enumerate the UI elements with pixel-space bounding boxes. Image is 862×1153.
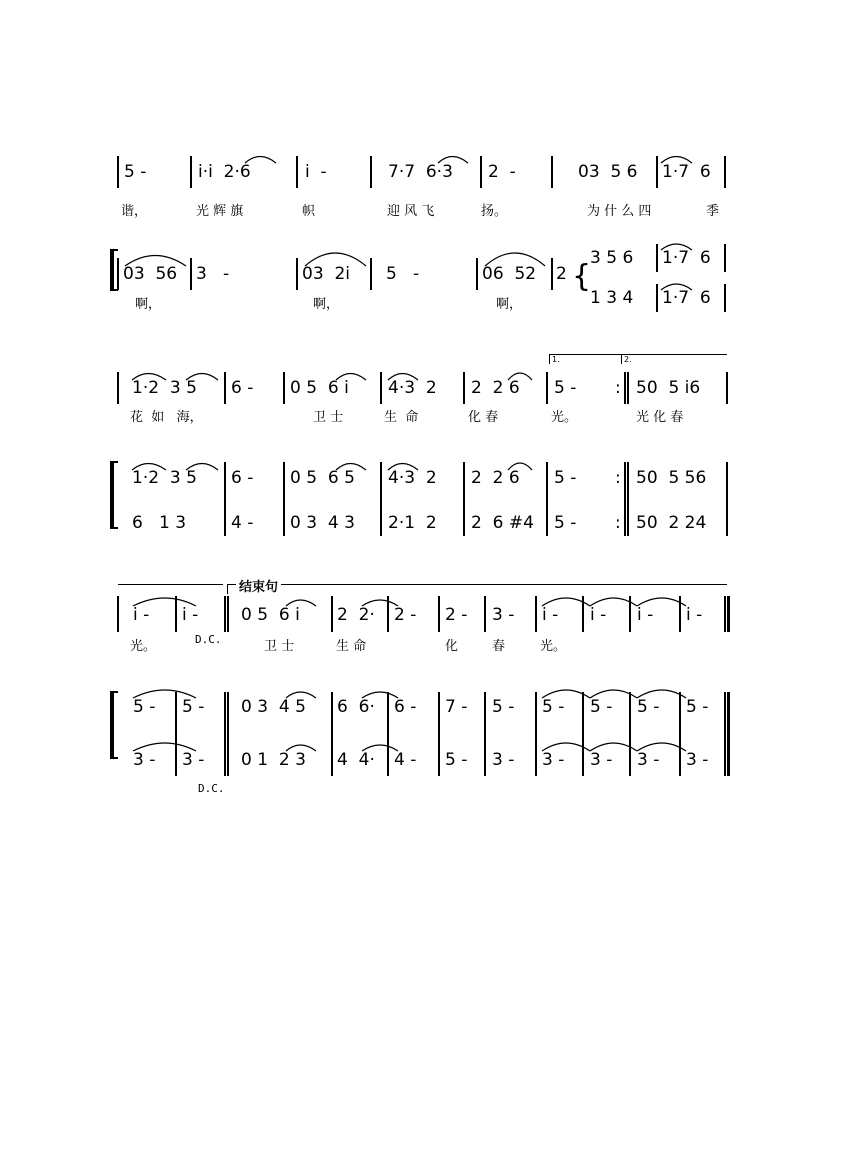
note-group: 5 - [182, 697, 205, 717]
barline [117, 156, 119, 188]
barline [296, 156, 298, 188]
bracket-hook [110, 527, 118, 529]
lyric: 春 [492, 639, 506, 654]
note-group: 2 2· [337, 605, 375, 625]
note-group: 0 5 6 5 [290, 468, 355, 488]
barline [224, 692, 226, 776]
lyric: 光 辉 旗 [196, 204, 244, 219]
lyric: 帜 [302, 204, 316, 219]
staff-bracket [110, 250, 114, 290]
note-group: 3 - [590, 750, 613, 770]
note-group: 0 3 4 5 [241, 697, 306, 717]
lyric: 啊， [496, 297, 523, 312]
lyric: 光。 [130, 639, 157, 654]
barline [724, 156, 726, 188]
bracket-hook [110, 757, 118, 759]
lyric: 化 春 [468, 410, 499, 425]
barline [679, 692, 681, 776]
barline [551, 258, 553, 290]
note-group: 3 - [686, 750, 709, 770]
barline [484, 596, 486, 632]
barline [331, 692, 333, 776]
barline [227, 596, 229, 632]
barline [190, 156, 192, 188]
barline [283, 462, 285, 536]
staff-bracket [110, 692, 114, 758]
barline [190, 258, 192, 290]
barline [224, 462, 226, 536]
barline [627, 372, 629, 404]
bracket-hook [110, 691, 118, 693]
note-group: 1·7 6 [662, 288, 711, 308]
note-group: 3 - [182, 750, 205, 770]
barline [656, 284, 658, 312]
volta-tick [549, 354, 550, 364]
note-group: i - [590, 605, 607, 625]
lyric: 扬。 [481, 204, 508, 219]
lyric: 谐， [121, 204, 148, 219]
volta-tick [621, 354, 622, 364]
barline [175, 692, 177, 776]
barline [582, 596, 584, 632]
barline [438, 596, 440, 632]
note-group: 1·2 3 5 [132, 378, 197, 398]
note-group: i - [686, 605, 703, 625]
barline [480, 156, 482, 188]
note-group: 0 3 4 3 [290, 513, 355, 533]
note-group: 2 [556, 264, 567, 284]
note-group: 5 - [590, 697, 613, 717]
note-group: 3 - [133, 750, 156, 770]
note-group: 6 - [394, 697, 417, 717]
dc-mark: D.C. [198, 782, 225, 795]
lyric: 季 [706, 204, 720, 219]
note-group: 1 3 4 [590, 288, 634, 308]
note-group: 5 - [133, 697, 156, 717]
bracket-hook [110, 461, 118, 463]
dc-mark: D.C. [195, 633, 222, 646]
barline [331, 596, 333, 632]
note-group: 4 - [394, 750, 417, 770]
note-group: i - [133, 605, 150, 625]
note-group: 5 - [637, 697, 660, 717]
lyric: 迎 风 飞 [387, 204, 435, 219]
note-group: 2 - [394, 605, 417, 625]
barline [546, 372, 548, 404]
repeat-sign: : [615, 513, 621, 533]
barline [463, 372, 465, 404]
note-group: 50 5 i6 [636, 378, 701, 398]
barline [629, 596, 631, 632]
note-group: 50 5 56 [636, 468, 707, 488]
note-group: 3 5 6 [590, 248, 634, 268]
barline [387, 692, 389, 776]
barline [724, 244, 726, 272]
note-group: 1·2 3 5 [132, 468, 197, 488]
note-group: 5 - [554, 513, 577, 533]
barline [624, 372, 626, 404]
lyric: 化 [445, 639, 459, 654]
barline [551, 156, 553, 188]
note-group: 3 - [542, 750, 565, 770]
barline [535, 596, 537, 632]
barline [726, 462, 728, 536]
note-group: 7·7 6·3 [388, 162, 453, 182]
barline [387, 596, 389, 632]
note-group: 5 - [492, 697, 515, 717]
note-group: i - [637, 605, 654, 625]
note-group: 4 4· [337, 750, 375, 770]
note-group: 0 5 6 i [290, 378, 349, 398]
barline [627, 462, 629, 536]
volta-label: 1. [552, 355, 560, 364]
volta-line [227, 584, 727, 585]
note-group: 3 - [637, 750, 660, 770]
barline [724, 596, 726, 632]
note-group: 5 - [542, 697, 565, 717]
barline [724, 692, 726, 776]
barline [629, 692, 631, 776]
note-group: 4 - [231, 513, 254, 533]
barline [380, 462, 382, 536]
note-group: 6 1 3 [132, 513, 187, 533]
note-group: 5 - [686, 697, 709, 717]
note-group: 3 - [492, 605, 515, 625]
note-group: 6 - [231, 378, 254, 398]
note-group: 5 - [554, 468, 577, 488]
note-group: 5 - [554, 378, 577, 398]
lyric: 啊， [135, 297, 162, 312]
barline [656, 156, 658, 188]
note-group: i·i 2·6 [198, 162, 251, 182]
barline [117, 596, 119, 632]
lyric: 为 什 么 四 [587, 204, 652, 219]
lyric: 卫 士 [264, 639, 295, 654]
note-group: 5 - [124, 162, 147, 182]
note-group: 5 - [386, 264, 420, 284]
note-group: 2·1 2 [388, 513, 437, 533]
barline [117, 258, 119, 290]
barline [679, 596, 681, 632]
barline [582, 692, 584, 776]
note-group: 3 - [196, 264, 230, 284]
barline [227, 692, 229, 776]
note-group: i - [305, 162, 327, 182]
volta-tick [227, 584, 228, 594]
final-barline [727, 596, 730, 632]
lyric: 光 化 春 [636, 410, 684, 425]
bracket-hook [110, 249, 118, 251]
barline [656, 244, 658, 272]
repeat-sign: : [615, 378, 621, 398]
note-group: 6 6· [337, 697, 375, 717]
barline [370, 156, 372, 188]
note-group: 03 5 6 [578, 162, 638, 182]
note-group: 06 52 [482, 264, 537, 284]
lyric: 卫 士 [313, 410, 344, 425]
barline [726, 372, 728, 404]
staff-bracket [110, 462, 114, 528]
note-group: i - [182, 605, 199, 625]
note-group: 5 - [445, 750, 468, 770]
note-group: 03 56 [123, 264, 178, 284]
lyric: 生 命 [384, 410, 419, 425]
note-group: 7 - [445, 697, 468, 717]
note-group: 1·7 6 [662, 248, 711, 268]
barline [484, 692, 486, 776]
barline [546, 462, 548, 536]
note-group: 2 2 6 [471, 468, 520, 488]
barline [438, 692, 440, 776]
lyric: 光。 [540, 639, 567, 654]
barline [224, 372, 226, 404]
barline [283, 372, 285, 404]
note-group: i - [542, 605, 559, 625]
volta-label: 2. [624, 355, 632, 364]
note-group: 2 6 #4 [471, 513, 534, 533]
note-group: 50 2 24 [636, 513, 707, 533]
note-group: 3 - [492, 750, 515, 770]
lyric: 啊， [313, 297, 340, 312]
final-barline [727, 692, 730, 776]
note-group: 03 2i [302, 264, 350, 284]
note-group: 6 - [231, 468, 254, 488]
lyric: 光。 [551, 410, 578, 425]
volta-line [118, 584, 223, 585]
barline [476, 258, 478, 290]
note-group: 0 5 6 i [241, 605, 300, 625]
lyric: 生 命 [336, 639, 367, 654]
barline [117, 372, 119, 404]
brace: { [572, 259, 592, 294]
barline [370, 258, 372, 290]
volta-line [549, 354, 727, 355]
ending-label: 结束句 [236, 576, 281, 595]
note-group: 2 - [445, 605, 468, 625]
note-group: 4·3 2 [388, 468, 437, 488]
barline [624, 462, 626, 536]
lyric: 花 如 海， [130, 410, 203, 425]
note-group: 0 1 2 3 [241, 750, 306, 770]
barline [380, 372, 382, 404]
barline [535, 692, 537, 776]
repeat-sign: : [615, 468, 621, 488]
barline [463, 462, 465, 536]
barline [224, 596, 226, 632]
note-group: 4·3 2 [388, 378, 437, 398]
barline [175, 596, 177, 632]
note-group: 2 2 6 [471, 378, 520, 398]
note-group: 2 - [488, 162, 516, 182]
barline [724, 284, 726, 312]
barline [296, 258, 298, 290]
note-group: 1·7 6 [662, 162, 711, 182]
